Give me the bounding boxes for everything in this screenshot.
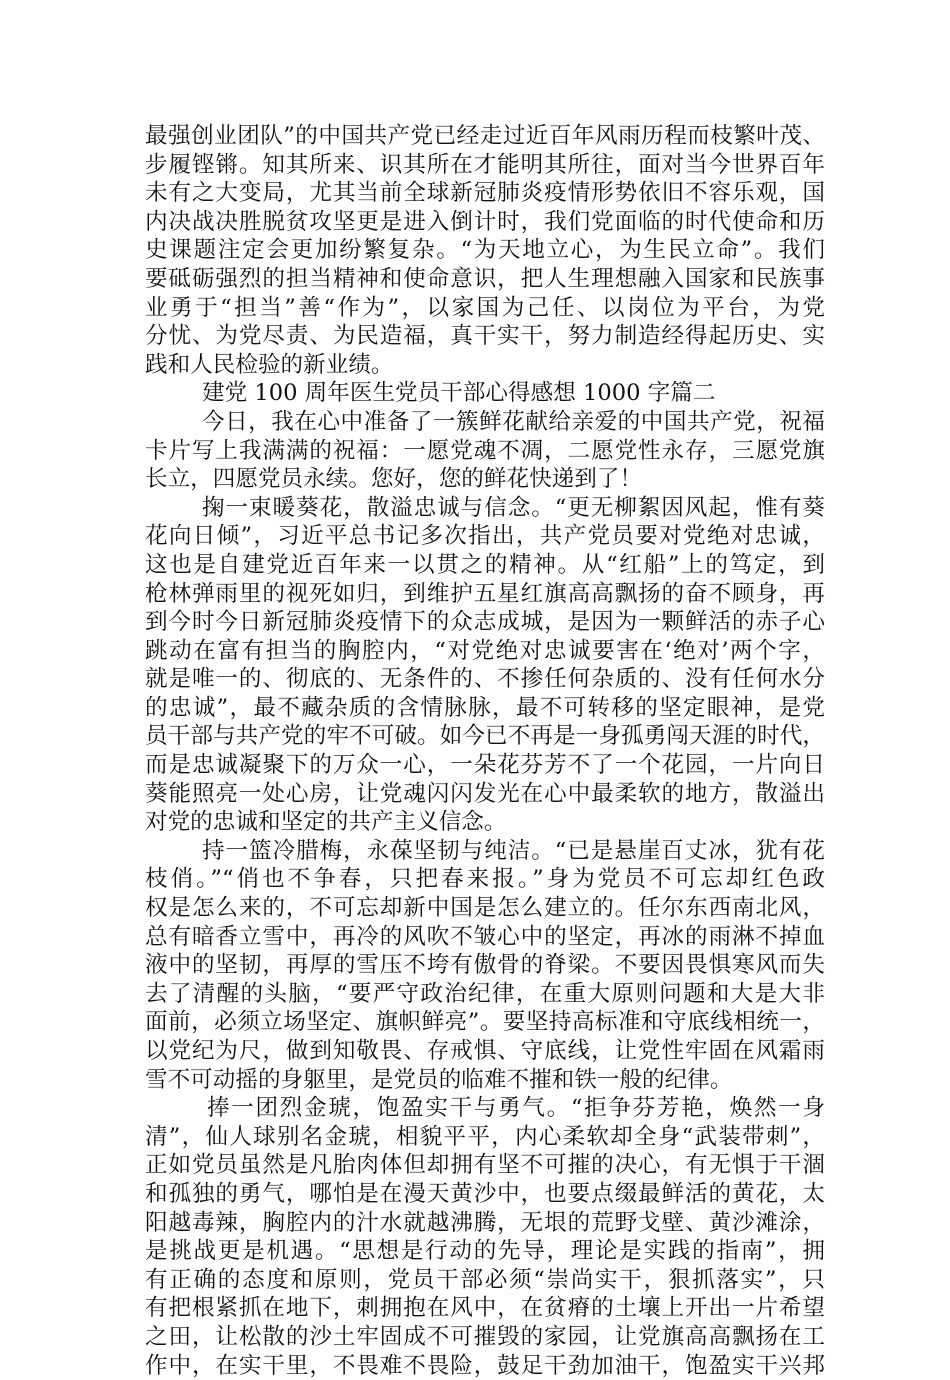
document-body: [145, 122, 825, 1380]
text-line: 去了清醒的头脑，“要严守政治纪律，在重大原则问题和大是大非: [145, 980, 825, 1007]
text-line: 的忠诚”，最不藏杂质的含情脉脉，最不可转移的坚定眼神，是党: [145, 694, 825, 721]
text-line: 持一篮冷腊梅，永葆坚韧与纯洁。“已是悬崖百丈冰，犹有花: [202, 837, 825, 864]
text-line: 液中的坚韧，再厚的雪压不垮有傲骨的脊梁。不要因畏惧寒风而失: [145, 952, 825, 979]
text-line: 是挑战更是机遇。“思想是行动的先导，理论是实践的指南”，拥: [145, 1238, 825, 1265]
text-line: 捧一团烈金琥，饱盈实干与勇气。“拒争芬芳艳，焕然一身: [207, 1095, 825, 1122]
text-line: 之田，让松散的沙土牢固成不可摧毁的家园，让党旗高高飘扬在工: [145, 1323, 825, 1350]
text-line: 员干部与共产党的牢不可破。如今已不再是一身孤勇闯天涯的时代，: [145, 723, 825, 750]
text-line: 掬一束暖葵花，散溢忠诚与信念。“更无柳絮因风起，惟有葵: [202, 494, 825, 521]
section-heading: 建党 100 周年医生党员干部心得感想 1000 字篇二: [202, 380, 716, 407]
text-line: 而是忠诚凝聚下的万众一心，一朵花芬芳不了一个花园，一片向日: [145, 752, 825, 779]
text-line: 有把根紧抓在地下，刺拥抱在风中，在贫瘠的土壤上开出一片希望: [145, 1295, 825, 1322]
text-line: 正如党员虽然是凡胎肉体但却拥有坚不可摧的决心，有无惧于干涸: [145, 1152, 825, 1179]
text-line: 这也是自建党近百年来一以贯之的精神。从“红船”上的笃定，到: [145, 551, 825, 578]
text-line: 枪林弹雨里的视死如归，到维护五星红旗高高飘扬的奋不顾身，再: [145, 580, 825, 607]
text-line: 最强创业团队”的中国共产党已经走过近百年风雨历程而枝繁叶茂、: [145, 123, 825, 149]
text-line: 总有暗香立雪中，再冷的风吹不皱心中的坚定，再冰的雨淋不掉血: [145, 923, 825, 950]
text-line: 分忧、为党尽责、为民造福，真干实干，努力制造经得起历史、实: [145, 323, 825, 350]
text-line: 对党的忠诚和坚定的共产主义信念。: [145, 809, 507, 836]
text-line: 权是怎么来的，不可忘却新中国是怎么建立的。任尔东西南北风，: [145, 895, 825, 922]
text-line: 有正确的态度和原则，党员干部必须“崇尚实干，狠抓落实”，只: [145, 1266, 825, 1293]
text-line: 长立，四愿党员永续。您好，您的鲜花快递到了！: [145, 466, 643, 493]
text-line: 葵能照亮一处心房，让党魂闪闪发光在心中最柔软的地方，散溢出: [145, 780, 825, 807]
text-line: 内决战决胜脱贫攻坚更是进入倒计时，我们党面临的时代使命和历: [145, 208, 825, 235]
text-line: 到今时今日新冠肺炎疫情下的众志成城，是因为一颗鲜活的赤子心: [145, 609, 825, 636]
text-line: 践和人民检验的新业绩。: [145, 351, 394, 378]
text-line: 业勇于“担当”善“作为”，以家国为己任、以岗位为平台，为党: [145, 294, 825, 321]
text-line: 跳动在富有担当的胸腔内，“对党绝对忠诚要害在‘绝对’两个字，: [145, 637, 825, 664]
text-line: 步履铿锵。知其所来、识其所在才能明其所往，面对当今世界百年: [145, 151, 825, 178]
text-line: 雪不可动摇的身躯里，是党员的临难不摧和铁一般的纪律。: [145, 1066, 733, 1093]
text-line: 面前，必须立场坚定、旗帜鲜亮”。要坚持高标准和守底线相统一，: [145, 1009, 825, 1036]
text-line: 和孤独的勇气，哪怕是在漫天黄沙中，也要点缀最鲜活的黄花，太: [145, 1180, 825, 1207]
text-line: 枝俏。”“俏也不争春，只把春来报。”身为党员不可忘却红色政: [145, 866, 825, 893]
text-line: 花向日倾”，习近平总书记多次指出，共产党员要对党绝对忠诚，: [145, 523, 825, 550]
text-line: 阳越毒辣，胸腔内的汁水就越沸腾，无垠的荒野戈壁、黄沙滩涂，: [145, 1209, 825, 1236]
text-line: 要砥砺强烈的担当精神和使命意识，把人生理想融入国家和民族事: [145, 265, 825, 292]
text-line: 今日，我在心中准备了一簇鲜花献给亲爱的中国共产党，祝福: [202, 408, 825, 435]
text-line: 作中，在实干里，不畏难不畏险，鼓足干劲加油干，饱盈实干兴邦: [145, 1352, 825, 1379]
text-line: 卡片写上我满满的祝福：一愿党魂不凋，二愿党性永存，三愿党旗: [145, 437, 825, 464]
text-line: 史课题注定会更加纷繁复杂。“为天地立心，为生民立命”。我们: [145, 237, 825, 264]
text-line: 清”，仙人球别名金琥，相貌平平，内心柔软却全身“武装带刺”，: [145, 1123, 825, 1150]
text-line: 以党纪为尺，做到知敬畏、存戒惧、守底线，让党性牢固在风霜雨: [145, 1038, 825, 1064]
text-line: 未有之大变局，尤其当前全球新冠肺炎疫情形势依旧不容乐观，国: [145, 180, 825, 207]
text-line: 就是唯一的、彻底的、无条件的、不掺任何杂质的、没有任何水分: [145, 666, 825, 693]
